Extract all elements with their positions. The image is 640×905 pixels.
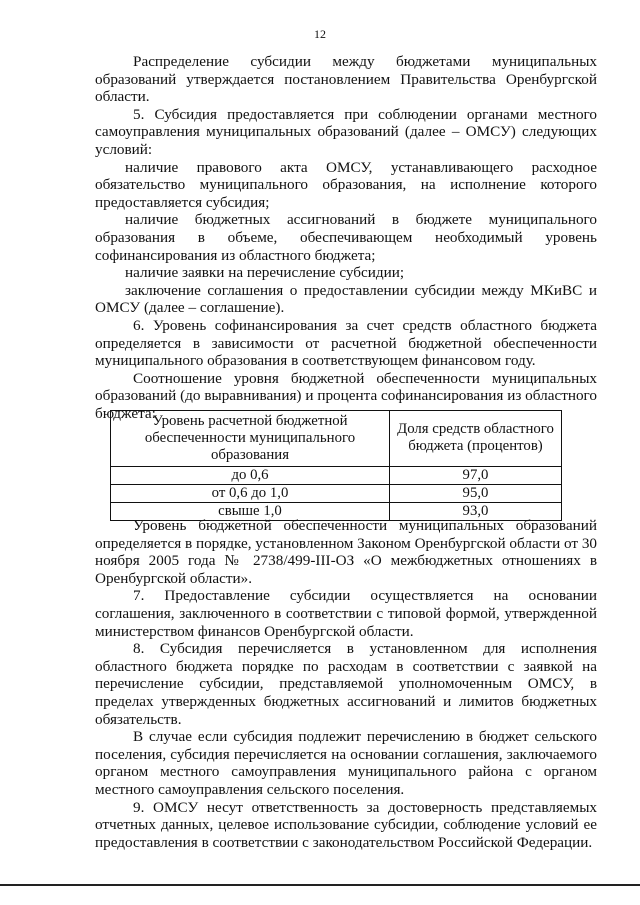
table-cell: 97,0 bbox=[390, 467, 562, 485]
page-bottom-rule bbox=[0, 884, 640, 886]
paragraph: Распределение субсидии между бюджетами муниципальных образований утверждается постановлением Правительства Оренбургской области. bbox=[95, 53, 597, 106]
table-header-cell: Доля средств областного бюджета (процентов) bbox=[390, 411, 562, 467]
table-cell: 93,0 bbox=[390, 502, 562, 520]
paragraph: 5. Субсидия предоставляется при соблюдении органами местного самоуправления муниципальных образований (далее – ОМСУ) следующих условий: bbox=[95, 105, 597, 158]
table-header-cell: Уровень расчетной бюджетной обеспеченности муниципального образования bbox=[111, 411, 390, 467]
table-cell: 95,0 bbox=[390, 485, 562, 503]
paragraph: Соотношение уровня бюджетной обеспеченности муниципальных образований (до выравнивания) и процента софинансирования из областного бюджета: bbox=[95, 369, 597, 422]
table-header-row bbox=[111, 411, 562, 467]
paragraphs-top bbox=[95, 53, 597, 422]
table-row bbox=[111, 485, 562, 503]
table-cell: до 0,6 bbox=[111, 467, 390, 485]
table-cell: от 0,6 до 1,0 bbox=[111, 485, 390, 503]
paragraph: Уровень бюджетной обеспеченности муниципальных образований определяется в порядке, установленном Законом Оренбургской области от 30 ноября 2005 года № 2738/499-III-ОЗ «О межбюджетных отношениях в Оренбургской области». bbox=[95, 517, 598, 587]
paragraph: В случае если субсидия подлежит перечислению в бюджет сельского поселения, субсидия перечисляется на основании соглашения, заключаемого органом местного самоуправления муниципального района с органом местного самоуправления сельского поселения. bbox=[95, 728, 597, 798]
paragraphs-bottom bbox=[95, 517, 597, 851]
paragraph: наличие заявки на перечисление субсидии; bbox=[125, 264, 405, 282]
paragraph: наличие бюджетных ассигнований в бюджете муниципального образования в объеме, обеспечивающем необходимый уровень софинансирования из областного бюджета; bbox=[95, 211, 597, 264]
paragraph: 7. Предоставление субсидии осуществляется на основании соглашения, заключенного в соответствии с типовой формой, утвержденной министерством финансов Оренбургской области. bbox=[95, 587, 597, 640]
paragraph: 9. ОМСУ несут ответственность за достоверность представляемых отчетных данных, целевое использование субсидии, соблюдение условий ее предоставления в соответствии с законодательством Российской Федерации. bbox=[95, 798, 597, 851]
table-row bbox=[111, 467, 562, 485]
cofinancing-table bbox=[110, 410, 562, 521]
table-cell: свыше 1,0 bbox=[111, 502, 390, 520]
paragraph: 8. Субсидия перечисляется в установленном для исполнения областного бюджета порядке по расходам в соответствии с заявкой на перечисление субсидии, представляемой уполномоченным ОМСУ, в пределах утвержденных бюджетных ассигнований и лимитов бюджетных обязательств. bbox=[95, 640, 597, 728]
paragraph: заключение соглашения о предоставлении субсидии между МКиВС и ОМСУ (далее – соглашение). bbox=[95, 281, 597, 317]
page-number: 12 bbox=[314, 27, 326, 41]
paragraph: 6. Уровень софинансирования за счет средств областного бюджета определяется в зависимости от расчетной бюджетной обеспеченности муниципального образования в соответствующем финансовом году. bbox=[95, 316, 597, 370]
paragraph: наличие правового акта ОМСУ, устанавливающего расходное обязательство муниципального образования, на исполнение которого предоставляется субсидия; bbox=[95, 158, 597, 211]
